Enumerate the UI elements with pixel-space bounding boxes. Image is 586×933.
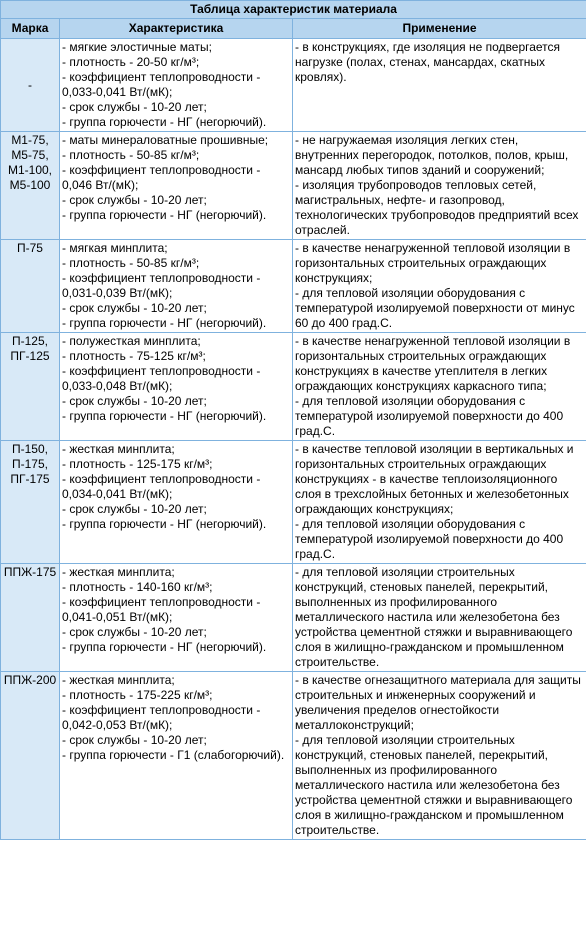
header-characteristics: Характеристика	[60, 19, 293, 39]
table-row	[1, 39, 586, 132]
characteristic-item: - коэффициент теплопроводности - 0,033-0,041 Вт/(мК);	[62, 70, 261, 99]
cell-mark: ППЖ-175	[1, 564, 60, 672]
header-mark: Марка	[1, 19, 60, 39]
table-row	[1, 240, 586, 333]
characteristic-item: - группа горючести - НГ (негорючий).	[62, 208, 267, 222]
cell-mark: М1-75, М5-75, М1-100, М5-100	[1, 132, 60, 240]
cell-mark: П-150, П-175, ПГ-175	[1, 441, 60, 564]
characteristic-item: - коэффициент теплопроводности - 0,046 Вт/(мК);	[62, 163, 261, 192]
cell-application	[293, 39, 586, 132]
characteristic-item: - коэффициент теплопроводности - 0,033-0,048 Вт/(мК);	[62, 364, 261, 393]
characteristic-item: - плотность - 175-225 кг/м³;	[62, 688, 213, 702]
application-item: - для тепловой изоляции оборудования с температурой изолируемой поверхности до 400 град.С.	[295, 394, 564, 438]
application-item: - в качестве ненагруженной тепловой изоляции в горизонтальных строительных ограждающих конструкциях в качестве утеплителя в легких ограждающих конструкциях каркасного типа;	[295, 334, 571, 393]
characteristic-item: - срок службы - 10-20 лет;	[62, 502, 207, 516]
table-row	[1, 333, 586, 441]
application-item: - для тепловой изоляции строительных конструкций, стеновых панелей, перекрытий, выполненных из профилированного металлического настила или железобетона без устройства цементной стяжки и выравнивающего слоя в жилищно-гражданском и промышленном строительстве.	[295, 565, 573, 669]
application-item: - в качестве ненагруженной тепловой изоляции в горизонтальных строительных ограждающих конструкциях;	[295, 241, 571, 285]
characteristic-item: - жесткая минплита;	[62, 442, 175, 456]
characteristic-item: - срок службы - 10-20 лет;	[62, 193, 207, 207]
cell-application	[293, 132, 586, 240]
table-body	[1, 39, 586, 840]
characteristic-item: - мягкая минплита;	[62, 241, 168, 255]
application-item: - в конструкциях, где изоляция не подвергается нагрузке (полах, стенах, мансардах, скатных кровлях).	[295, 40, 561, 84]
characteristic-item: - коэффициент теплопроводности - 0,041-0,051 Вт/(мК);	[62, 595, 261, 624]
characteristic-item: - срок службы - 10-20 лет;	[62, 301, 207, 315]
characteristic-item: - коэффициент теплопроводности - 0,034-0,041 Вт/(мК);	[62, 472, 261, 501]
cell-mark: П-75	[1, 240, 60, 333]
characteristic-item: - срок службы - 10-20 лет;	[62, 733, 207, 747]
characteristic-item: - срок службы - 10-20 лет;	[62, 625, 207, 639]
application-item: - для тепловой изоляции оборудования с температурой изолируемой поверхности от минус 60 до 400 град.С.	[295, 286, 575, 330]
characteristic-item: - срок службы - 10-20 лет;	[62, 100, 207, 114]
characteristic-item: - группа горючести - НГ (негорючий).	[62, 409, 267, 423]
cell-characteristics	[60, 132, 293, 240]
cell-application	[293, 333, 586, 441]
table-row	[1, 441, 586, 564]
characteristic-item: - группа горючести - НГ (негорючий).	[62, 517, 267, 531]
cell-characteristics	[60, 441, 293, 564]
application-item: - в качестве огнезащитного материала для защиты строительных и инженерных сооружений и увеличения пределов огнестойкости металлоконструкций;	[295, 673, 581, 732]
characteristic-item: - плотность - 50-85 кг/м³;	[62, 148, 200, 162]
characteristic-item: - мягкие элостичные маты;	[62, 40, 212, 54]
cell-application	[293, 564, 586, 672]
cell-mark: П-125, ПГ-125	[1, 333, 60, 441]
cell-mark: -	[1, 39, 60, 132]
characteristic-item: - плотность - 125-175 кг/м³;	[62, 457, 213, 471]
application-item: - не нагружаемая изоляция легких стен, внутренних перегородок, потолков, полов, крыш, мансард любых типов зданий и сооружений;	[295, 133, 569, 177]
cell-application	[293, 672, 586, 840]
cell-characteristics	[60, 39, 293, 132]
cell-characteristics	[60, 333, 293, 441]
table-title-row	[1, 1, 586, 19]
cell-mark: ППЖ-200	[1, 672, 60, 840]
characteristic-item: - полужесткая минплита;	[62, 334, 201, 348]
characteristic-item: - группа горючести - Г1 (слабогорючий).	[62, 748, 285, 762]
characteristic-item: - жесткая минплита;	[62, 673, 175, 687]
cell-application	[293, 240, 586, 333]
table-row	[1, 672, 586, 840]
characteristic-item: - группа горючести - НГ (негорючий).	[62, 115, 267, 129]
characteristic-item: - группа горючести - НГ (негорючий).	[62, 316, 267, 330]
cell-characteristics	[60, 240, 293, 333]
characteristic-item: - плотность - 140-160 кг/м³;	[62, 580, 213, 594]
cell-characteristics	[60, 672, 293, 840]
characteristic-item: - плотность - 50-85 кг/м³;	[62, 256, 200, 270]
characteristic-item: - коэффициент теплопроводности - 0,031-0,039 Вт/(мК);	[62, 271, 261, 300]
application-item: - для тепловой изоляции строительных конструкций, стеновых панелей, перекрытий, выполненных из профилированного металлического настила или железобетона без устройства цементной стяжки и выравнивающего слоя в жилищно-гражданском и промышленном строительстве.	[295, 733, 573, 837]
application-item: - в качестве тепловой изоляции в вертикальных и горизонтальных строительных ограждающих конструкциях - в качестве теплоизоляционного слоя в трехслойных бетонных и железобетонных ограждающих конструкциях;	[295, 442, 574, 516]
table-title: Таблица характеристик материала	[1, 1, 586, 19]
characteristic-item: - маты минераловатные прошивные;	[62, 133, 269, 147]
characteristic-item: - группа горючести - НГ (негорючий).	[62, 640, 267, 654]
cell-characteristics	[60, 564, 293, 672]
characteristic-item: - коэффициент теплопроводности - 0,042-0,053 Вт/(мК);	[62, 703, 261, 732]
characteristic-item: - плотность - 20-50 кг/м³;	[62, 55, 200, 69]
table-header-row	[1, 19, 586, 39]
table-row	[1, 564, 586, 672]
table-row	[1, 132, 586, 240]
application-item: - для тепловой изоляции оборудования с температурой изолируемой поверхности до 400 град.С.	[295, 517, 564, 561]
cell-application	[293, 441, 586, 564]
header-application: Применение	[293, 19, 586, 39]
application-item: - изоляция трубопроводов тепловых сетей, магистральных, нефте- и газопровод, технологических трубопроводов предприятий всех отраслей.	[295, 178, 579, 237]
characteristic-item: - плотность - 75-125 кг/м³;	[62, 349, 206, 363]
characteristic-item: - срок службы - 10-20 лет;	[62, 394, 207, 408]
characteristic-item: - жесткая минплита;	[62, 565, 175, 579]
